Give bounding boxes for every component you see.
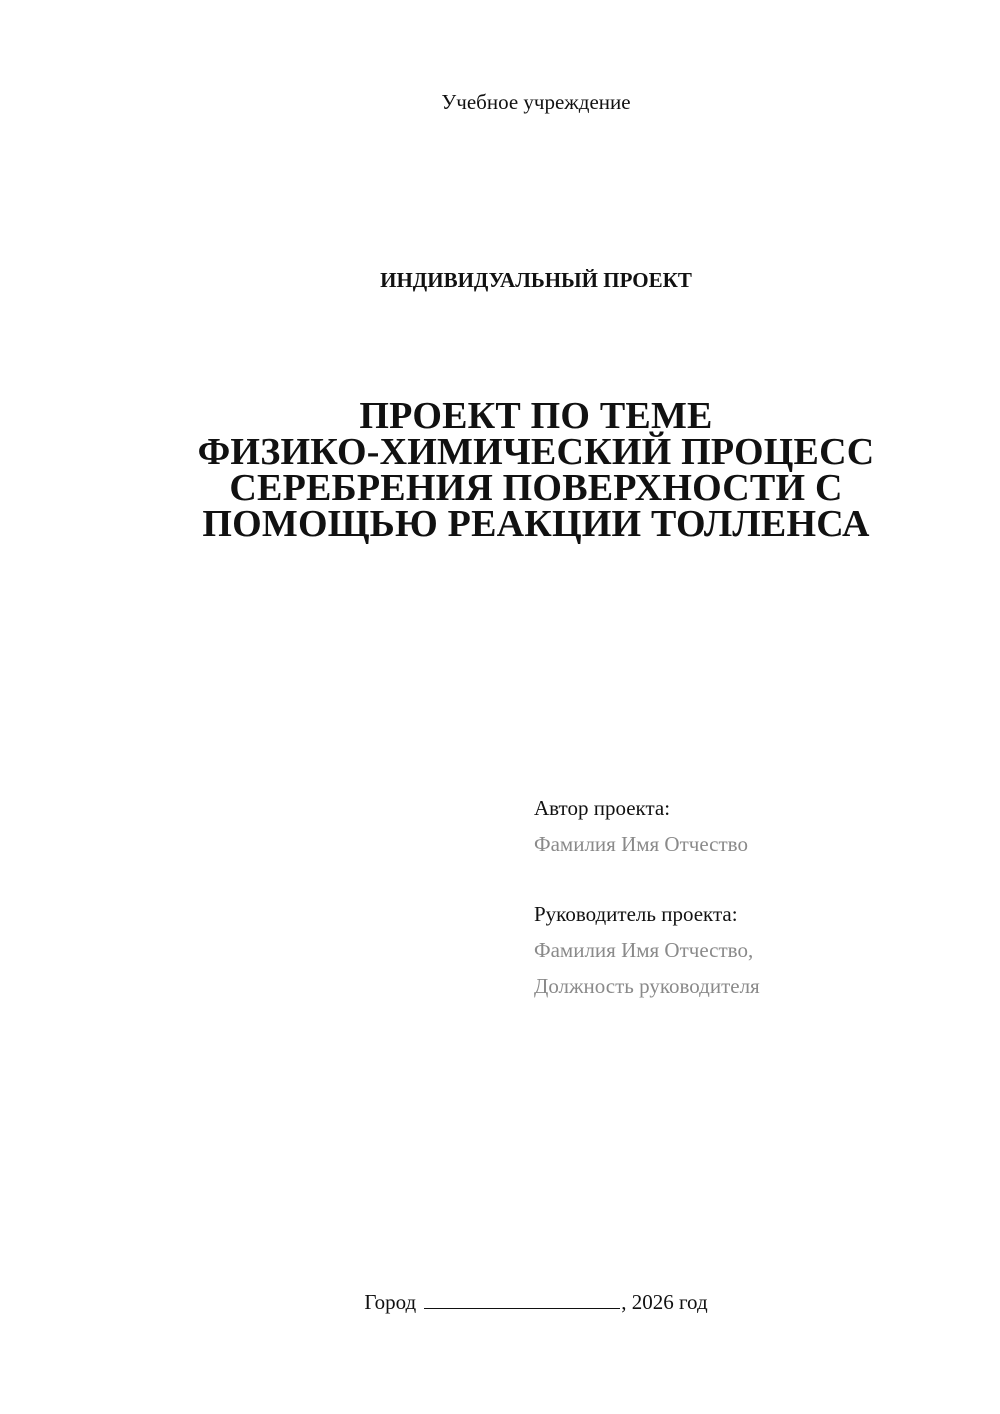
info-spacer xyxy=(534,862,760,896)
title-line-2: ФИЗИКО-ХИМИЧЕСКИЙ ПРОЦЕСС xyxy=(197,431,875,473)
project-title xyxy=(0,395,1000,545)
city-label: Город xyxy=(364,1290,417,1314)
city-year-line xyxy=(0,1290,1000,1315)
project-info xyxy=(534,790,760,1004)
institution-name: Учебное учреждение xyxy=(441,90,631,114)
year-text: , 2026 год xyxy=(621,1290,708,1314)
author-label: Автор проекта: xyxy=(534,796,671,820)
supervisor-position: Должность руководителя xyxy=(534,974,760,998)
supervisor-label: Руководитель проекта: xyxy=(534,902,738,926)
city-blank-line xyxy=(424,1290,620,1309)
title-line-1: ПРОЕКТ ПО ТЕМЕ xyxy=(359,395,713,437)
supervisor-name: Фамилия Имя Отчество, xyxy=(534,938,754,962)
project-type-heading: ИНДИВИДУАЛЬНЫЙ ПРОЕКТ xyxy=(380,268,692,292)
title-line-3: СЕРЕБРЕНИЯ ПОВЕРХНОСТИ С xyxy=(229,467,843,509)
title-line-4: ПОМОЩЬЮ РЕАКЦИИ ТОЛЛЕНСА xyxy=(202,503,870,545)
author-name: Фамилия Имя Отчество xyxy=(534,832,748,856)
